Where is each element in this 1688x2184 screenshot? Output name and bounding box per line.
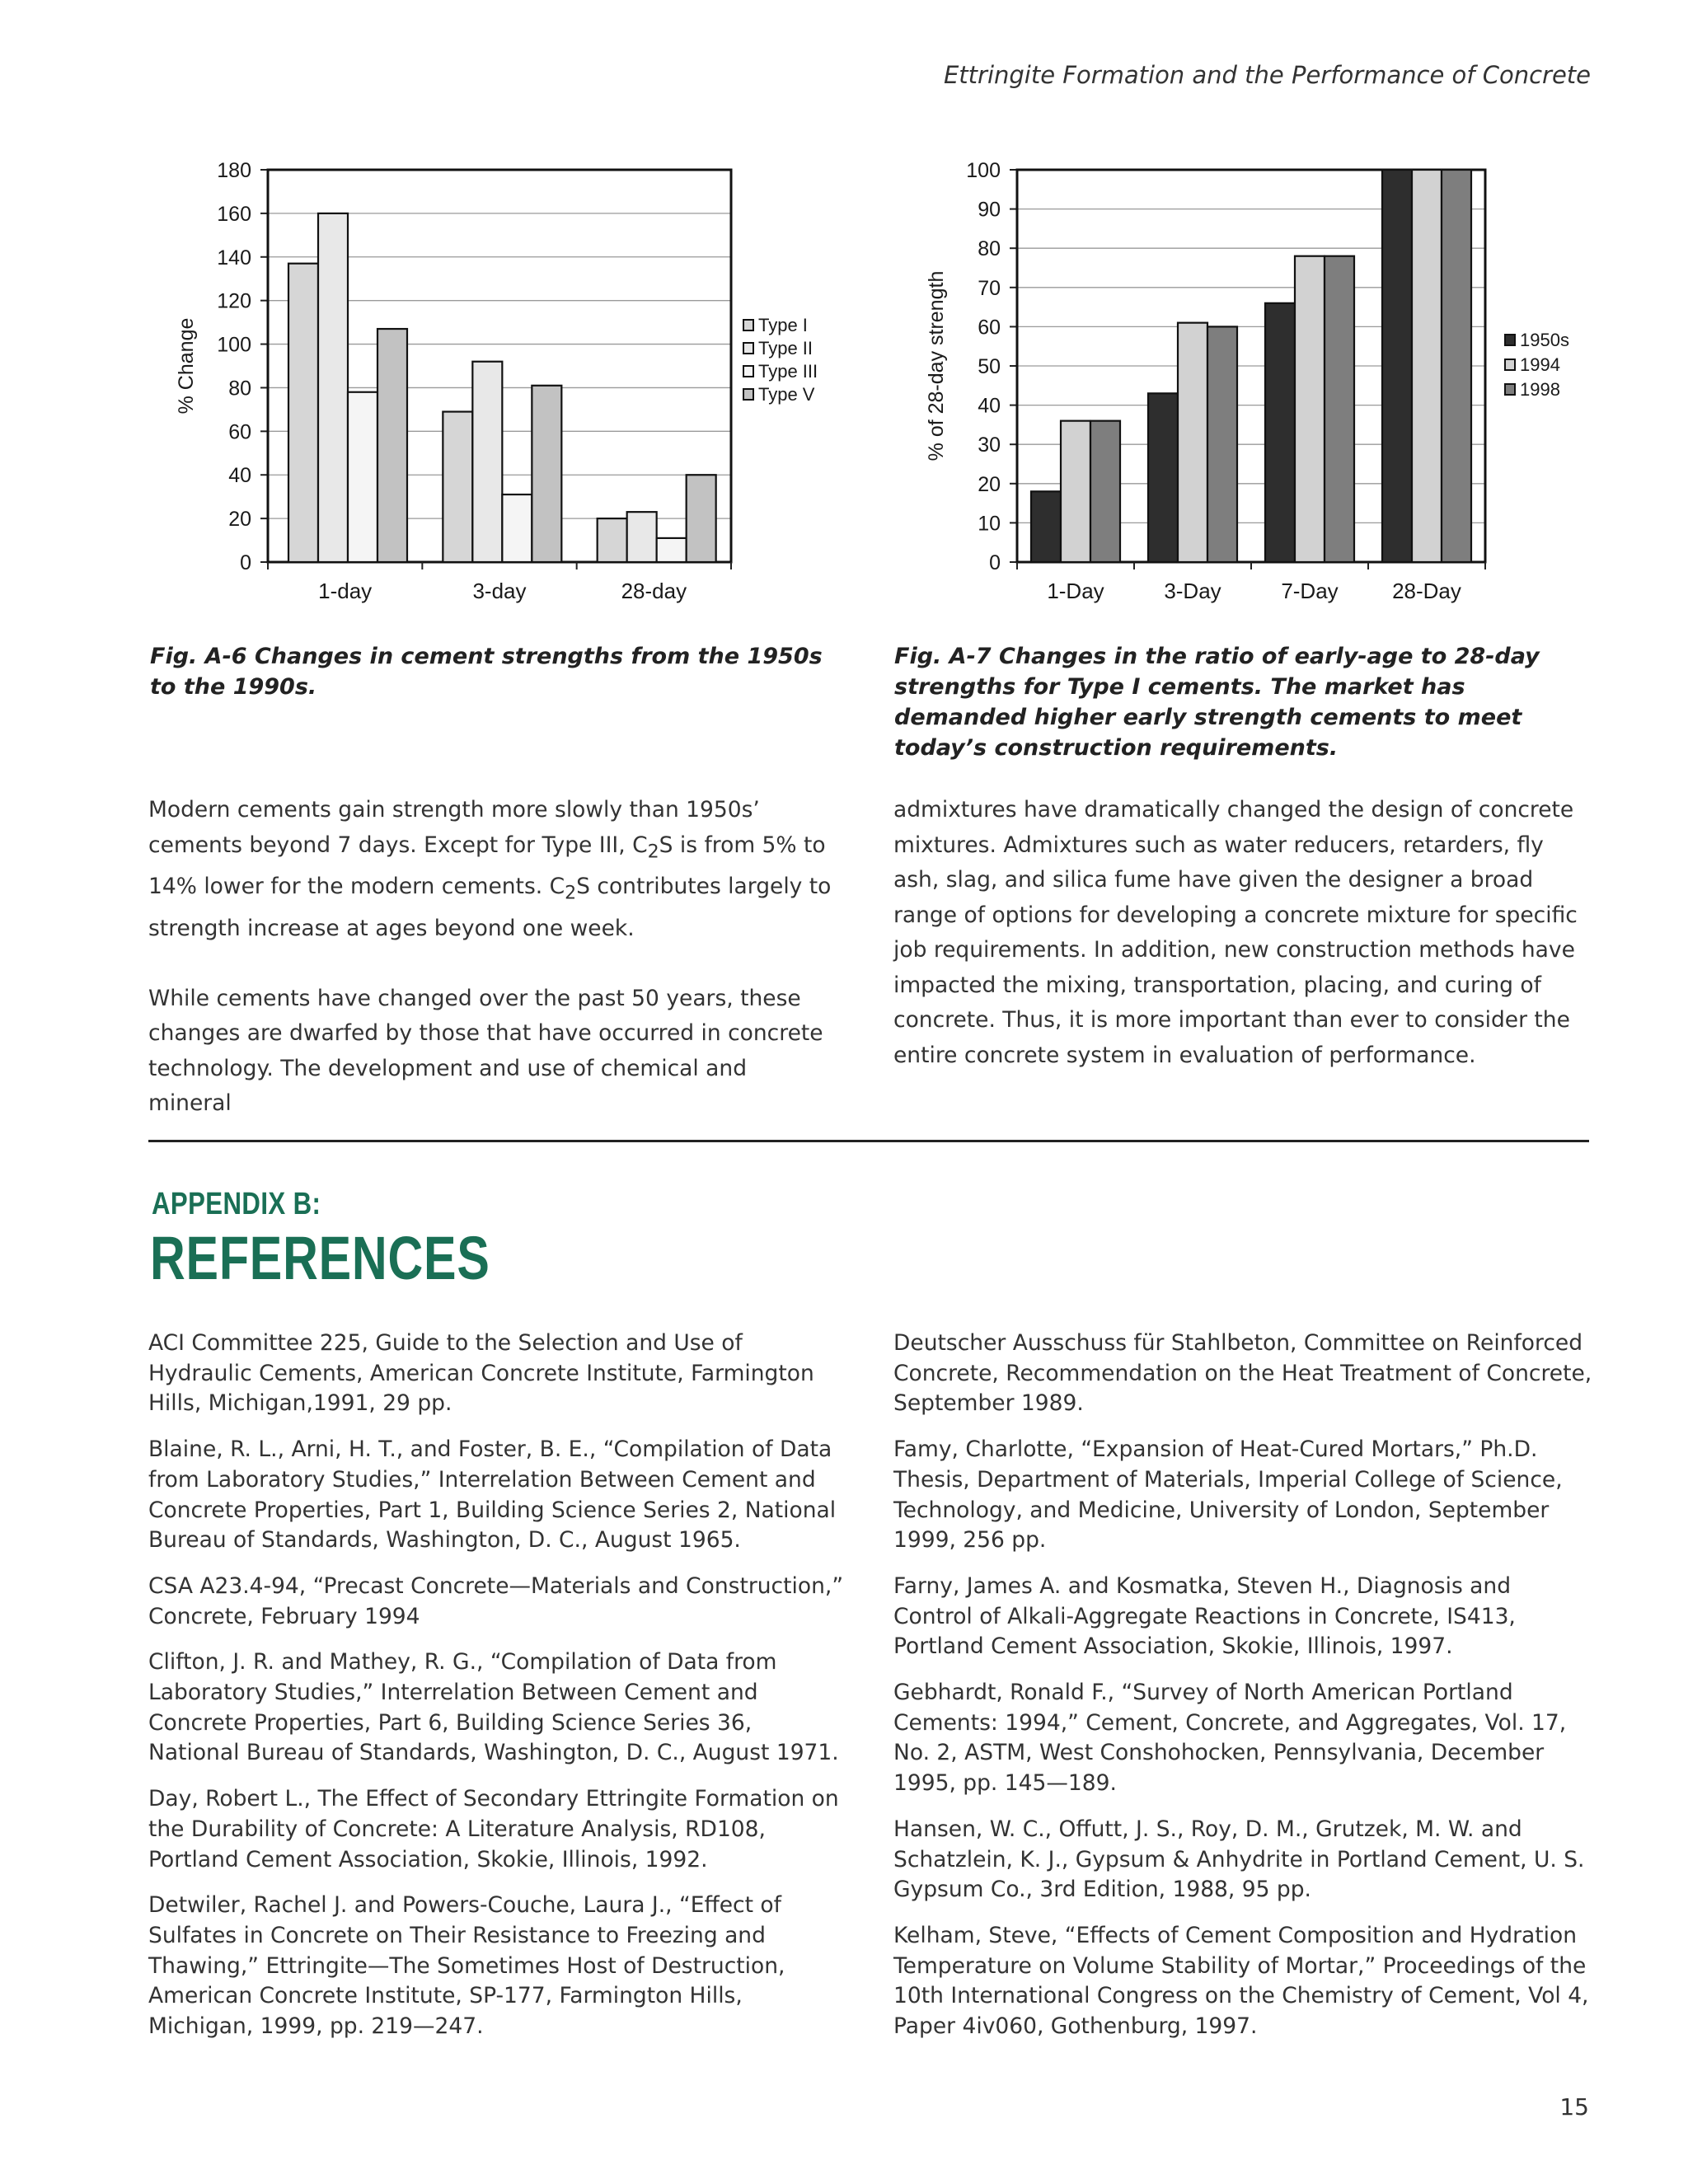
x-tick-label: 28-day [621,579,687,603]
x-tick-label: 3-day [472,579,527,603]
appendix-title: REFERENCES [150,1224,490,1292]
x-tick-label: 1-Day [1047,579,1104,603]
y-axis-label: % Change [175,317,198,415]
body-paragraph-1: Modern cements gain strength more slowly than 1950s’ cements beyond 7 days. Except for Type III, $C_2S$ is from 5% to 14% lower for the modern cements. $C_2S$ contributes largely to strength increase at ages beyond one week. [148,797,832,942]
legend-label: 1998 [1520,379,1560,400]
bar-1998 [1442,170,1471,562]
bar-1994 [1295,256,1325,562]
bar-1950s [1031,491,1061,562]
bar-type-iii [502,494,532,562]
y-tick-label: 0 [240,551,251,574]
bar-1998 [1090,421,1120,562]
y-tick-label: 40 [978,394,1001,418]
references-right-column [893,1329,1594,2058]
reference-entry: Blaine, R. L., Arni, H. T., and Foster, B. E., “Compilation of Data from Laboratory Studies,” Interrelation Between Cement and Concrete Properties, Part 1, Building Science Series 2, National Bureau of Standards, Washington, D. C., August 1965. [148,1436,837,1554]
bar-type-i [288,264,318,562]
y-tick-label: 20 [228,508,251,532]
reference-entry: Deutscher Ausschuss für Stahlbeton, Committee on Reinforced Concrete, Recommendation on the Heat Treatment of Concrete, September 1989. [893,1330,1592,1417]
chart-fig-a7 [915,148,1640,610]
legend-swatch [743,366,753,377]
reference-entry: Gebhardt, Ronald F., “Survey of North American Portland Cements: 1994,” Cement, Concrete, and Aggregates, Vol. 17, No. 2, ASTM, West Conshohocken, Pennsylvania, December 1995, pp. 145—189. [893,1680,1567,1797]
bar-1998 [1325,256,1354,562]
body-paragraph-3: admixtures have dramatically changed the design of concrete mixtures. Admixtures such as water reducers, retarders, fly ash, slag, and silica fume have given the designer a broad range of options for developing a concrete mixture for specific job requirements. In addition, new construction methods have impacted the mixing, transportation, placing, and curing of concrete. Thus, it is more important than ever to consider the entire concrete system in evaluation of performance. [893,797,1578,1068]
reference-entry: Hansen, W. C., Offutt, J. S., Roy, D. M., Grutzek, M. W. and Schatzlein, K. J., Gypsum & Anhydrite in Portland Cement, U. S. Gypsum Co., 3rd Edition, 1988, 95 pp. [893,1816,1585,1903]
body-column-left [148,793,837,1156]
appendix-kicker: APPENDIX B: [152,1187,321,1221]
bar-1994 [1412,170,1442,562]
section-divider [148,1140,1589,1142]
y-tick-label: 30 [978,434,1001,457]
y-tick-label: 90 [978,198,1001,222]
x-tick-label: 28-Day [1392,579,1461,603]
bar-type-v [532,386,561,562]
legend-swatch [743,320,753,330]
caption-fig-a6: Fig. A-6 Changes in cement strengths from the 1950s to the 1990s. [150,644,823,700]
y-tick-label: 50 [978,355,1001,378]
page-number: 15 [1559,2093,1589,2121]
bar-type-iii [348,392,377,562]
bar-type-ii [318,213,348,562]
y-tick-label: 140 [217,246,251,269]
body-paragraph-2: While cements have changed over the past 50 years, these changes are dwarfed by those that have occurred in concrete technology. The development and use of chemical and mineral [148,985,823,1117]
legend-label: Type I [758,315,808,335]
y-tick-label: 40 [228,464,251,488]
running-head: Ettringite Formation and the Performance of Concrete [943,61,1591,89]
y-tick-label: 0 [989,551,1001,574]
legend-swatch [743,343,753,354]
bar-type-v [687,475,716,562]
legend-label: 1950s [1520,330,1569,350]
legend-swatch [743,389,753,400]
y-tick-label: 80 [228,377,251,401]
y-tick-label: 70 [978,276,1001,300]
y-axis-label: % of 28-day strength [925,270,948,462]
x-tick-label: 1-day [318,579,373,603]
legend-label: Type III [758,361,818,382]
bar-type-iii [657,538,687,562]
legend-label: Type II [758,338,814,359]
bar-type-ii [472,362,502,562]
x-tick-label: 7-Day [1281,579,1339,603]
bar-1998 [1207,326,1237,562]
y-tick-label: 20 [978,472,1001,496]
y-tick-label: 60 [228,420,251,444]
y-tick-label: 100 [217,333,251,357]
reference-entry: Kelham, Steve, “Effects of Cement Composition and Hydration Temperature on Volume Stability of Mortar,” Proceedings of the 10th International Congress on the Chemistry of Cement, Vol 4, Paper 4iv060, Gothenburg, 1997. [893,1922,1589,2040]
bar-type-ii [627,512,657,562]
bar-type-v [377,329,407,562]
x-tick-label: 3-Day [1164,579,1221,603]
y-tick-label: 180 [217,159,251,182]
legend-swatch [1505,335,1515,345]
references-left-column [148,1329,849,2058]
bar-1950s [1148,393,1178,562]
body-column-right [893,793,1582,1108]
bar-type-i [598,518,627,562]
reference-entry: Famy, Charlotte, “Expansion of Heat-Cured Mortars,” Ph.D. Thesis, Department of Materials, Imperial College of Science, Technology, and Medicine, University of London, September 1999, 256 pp. [893,1436,1563,1554]
bar-1994 [1061,421,1090,562]
legend-label: 1994 [1520,354,1560,375]
bar-1950s [1382,170,1412,562]
reference-entry: Farny, James A. and Kosmatka, Steven H., Diagnosis and Control of Alkali-Aggregate Reactions in Concrete, IS413, Portland Cement Association, Skokie, Illinois, 1997. [893,1572,1516,1660]
caption-fig-a7: Fig. A-7 Changes in the ratio of early-age to 28-day strengths for Type I cements. The market has demanded higher early strength cements to meet today’s construction requirements. [894,644,1540,761]
y-tick-label: 160 [217,202,251,226]
bar-1994 [1178,323,1207,562]
bar-type-i [443,412,472,562]
chart-fig-a6 [165,148,841,610]
y-tick-label: 120 [217,289,251,313]
y-tick-label: 100 [966,159,1001,182]
reference-entry: Clifton, J. R. and Mathey, R. G., “Compilation of Data from Laboratory Studies,” Interrelation Between Cement and Concrete Properties, Part 6, Building Science Series 36, National Bureau of Standards, Washington, D. C., August 1971. [148,1649,839,1766]
legend-swatch [1505,359,1515,370]
reference-entry: CSA A23.4-94, “Precast Concrete—Materials and Construction,” Concrete, February 1994 [148,1572,844,1629]
reference-entry: Detwiler, Rachel J. and Powers-Couche, Laura J., “Effect of Sulfates in Concrete on Their Resistance to Freezing and Thawing,” Ettringite—The Sometimes Host of Destruction, American Concrete Institute, SP-177, Farmington Hills, Michigan, 1999, pp. 219—247. [148,1892,785,2040]
reference-entry: ACI Committee 225, Guide to the Selection and Use of Hydraulic Cements, American Concrete Institute, Farmington Hills, Michigan,1991, 29 pp. [148,1330,814,1417]
y-tick-label: 60 [978,316,1001,340]
legend-swatch [1505,384,1515,395]
legend-label: Type V [758,384,815,405]
y-tick-label: 10 [978,512,1001,536]
reference-entry: Day, Robert L., The Effect of Secondary Ettringite Formation on the Durability of Concrete: A Literature Analysis, RD108, Portland Cement Association, Skokie, Illinois, 1992. [148,1786,839,1872]
bar-1950s [1265,303,1295,562]
y-tick-label: 80 [978,237,1001,261]
